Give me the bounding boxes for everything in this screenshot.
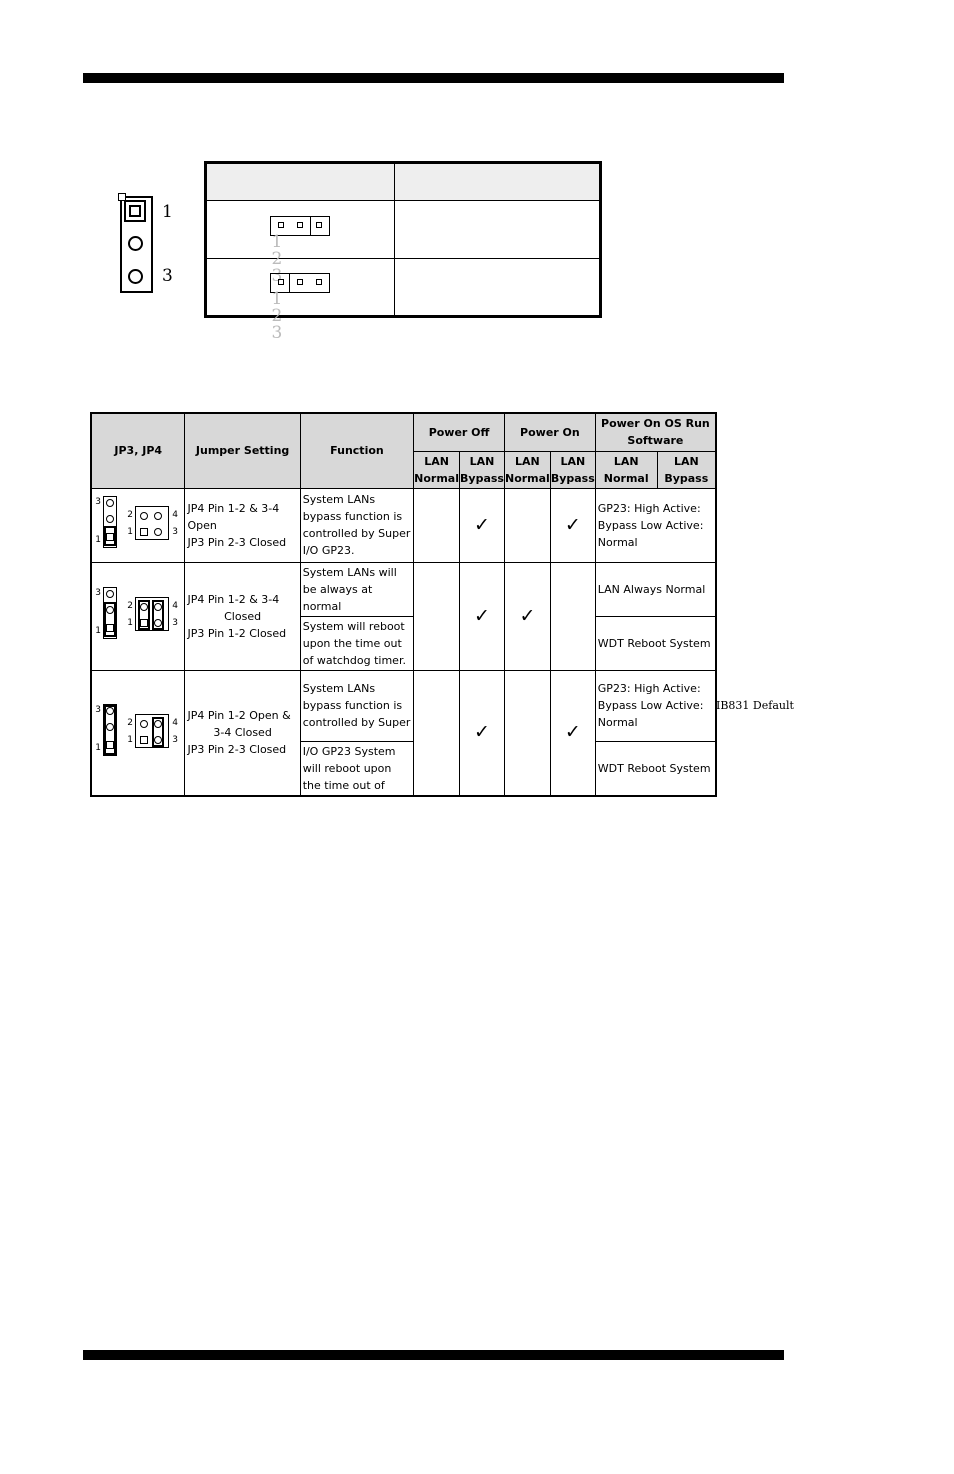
pin-numbers: 1 2 3 (271, 289, 295, 343)
jumper-diagram-row3: 3 1 2 4 1 3 (93, 698, 183, 768)
pin-numbers: 1 2 3 (271, 231, 295, 286)
table-row (91, 488, 716, 562)
pin-1-square (124, 200, 146, 222)
check-cell (504, 488, 550, 562)
setting-line: JP4 Pin 1-2 & 3-4 (187, 501, 280, 515)
bottom-rule (83, 1350, 784, 1360)
jumper-diagram-row2: 3 1 2 4 1 3 (93, 581, 183, 651)
col-header-power-on-os: Power On OS Run Software (595, 413, 716, 451)
jumper-diagram-row1: 3 1 2 4 1 3 (93, 490, 183, 560)
check-cell: ✓ (504, 562, 550, 670)
setting-line: 3-4 Closed (213, 726, 272, 739)
col-header-lan-bypass: LAN Bypass (460, 451, 505, 488)
setting-line: Open (187, 518, 217, 532)
function-text: I/O GP23 System will reboot upon the time out of (300, 741, 413, 796)
jumper-desc (395, 201, 601, 259)
jumper-2-3-closed-icon (270, 267, 332, 343)
check-cell: ✓ (550, 488, 595, 562)
table-row (91, 562, 716, 616)
col-header-function: Function (300, 413, 413, 488)
jumper-1-2-closed-icon (270, 210, 332, 286)
default-note: IB831 Default (716, 699, 794, 712)
top-rule (83, 73, 784, 83)
col-header-lan-normal: LAN Normal (504, 451, 550, 488)
col-header-lan-normal: LAN Normal (595, 451, 657, 488)
pin-3-circle (128, 269, 143, 284)
col-header-power-off: Power Off (414, 413, 505, 451)
os-behavior: WDT Reboot System (595, 616, 716, 670)
col-header-jp: JP3, JP4 (91, 413, 185, 488)
col-header-power-on: Power On (504, 413, 595, 451)
jumper-desc (395, 259, 601, 317)
check-cell (414, 670, 460, 796)
col-header-lan-bypass: LAN Bypass (550, 451, 595, 488)
setting-line: JP3 Pin 1-2 Closed (187, 626, 287, 640)
col-header-jumper-setting: Jumper Setting (185, 413, 300, 488)
function-text: System will reboot upon the time out of watchdog timer. (300, 616, 413, 670)
check-cell: ✓ (460, 670, 505, 796)
table-row (206, 259, 601, 317)
pin-header-diagram (115, 192, 185, 300)
jumper-setting-table (204, 161, 602, 343)
pin-2-circle (128, 236, 143, 251)
table-row (91, 670, 716, 741)
os-behavior: GP23: High Active: Bypass Low Active: Normal (595, 670, 716, 741)
setting-line: JP3 Pin 2-3 Closed (187, 743, 287, 756)
setting-line: JP4 Pin 1-2 & 3-4 (187, 592, 280, 606)
function-text: System LANs bypass function is controlled by Super I/O GP23. (300, 488, 413, 562)
jumper-col-header-2 (395, 163, 601, 201)
col-header-lan-normal: LAN Normal (414, 451, 460, 488)
check-cell (504, 670, 550, 796)
check-cell: ✓ (460, 488, 505, 562)
function-text: System LANs bypass function is controlled by Super (300, 670, 413, 741)
check-cell: ✓ (550, 670, 595, 796)
pin-label-1: 1 (162, 202, 173, 222)
setting-line: JP3 Pin 2-3 Closed (187, 535, 287, 549)
jumper-col-header-1 (206, 163, 395, 201)
check-cell (550, 562, 595, 670)
lan-bypass-function-table (90, 412, 717, 797)
check-cell (414, 562, 460, 670)
pin-label-3: 3 (162, 266, 173, 286)
os-behavior: LAN Always Normal (595, 562, 716, 616)
check-cell: ✓ (460, 562, 505, 670)
check-cell (414, 488, 460, 562)
function-text: System LANs will be always at normal (300, 562, 413, 616)
os-behavior: WDT Reboot System (595, 741, 716, 796)
os-behavior: GP23: High Active: Bypass Low Active: Normal (595, 488, 716, 562)
setting-line: JP4 Pin 1-2 Open & (187, 709, 291, 722)
col-header-lan-bypass: LAN Bypass (657, 451, 716, 488)
setting-line: Closed (224, 609, 262, 623)
table-row (206, 201, 601, 259)
